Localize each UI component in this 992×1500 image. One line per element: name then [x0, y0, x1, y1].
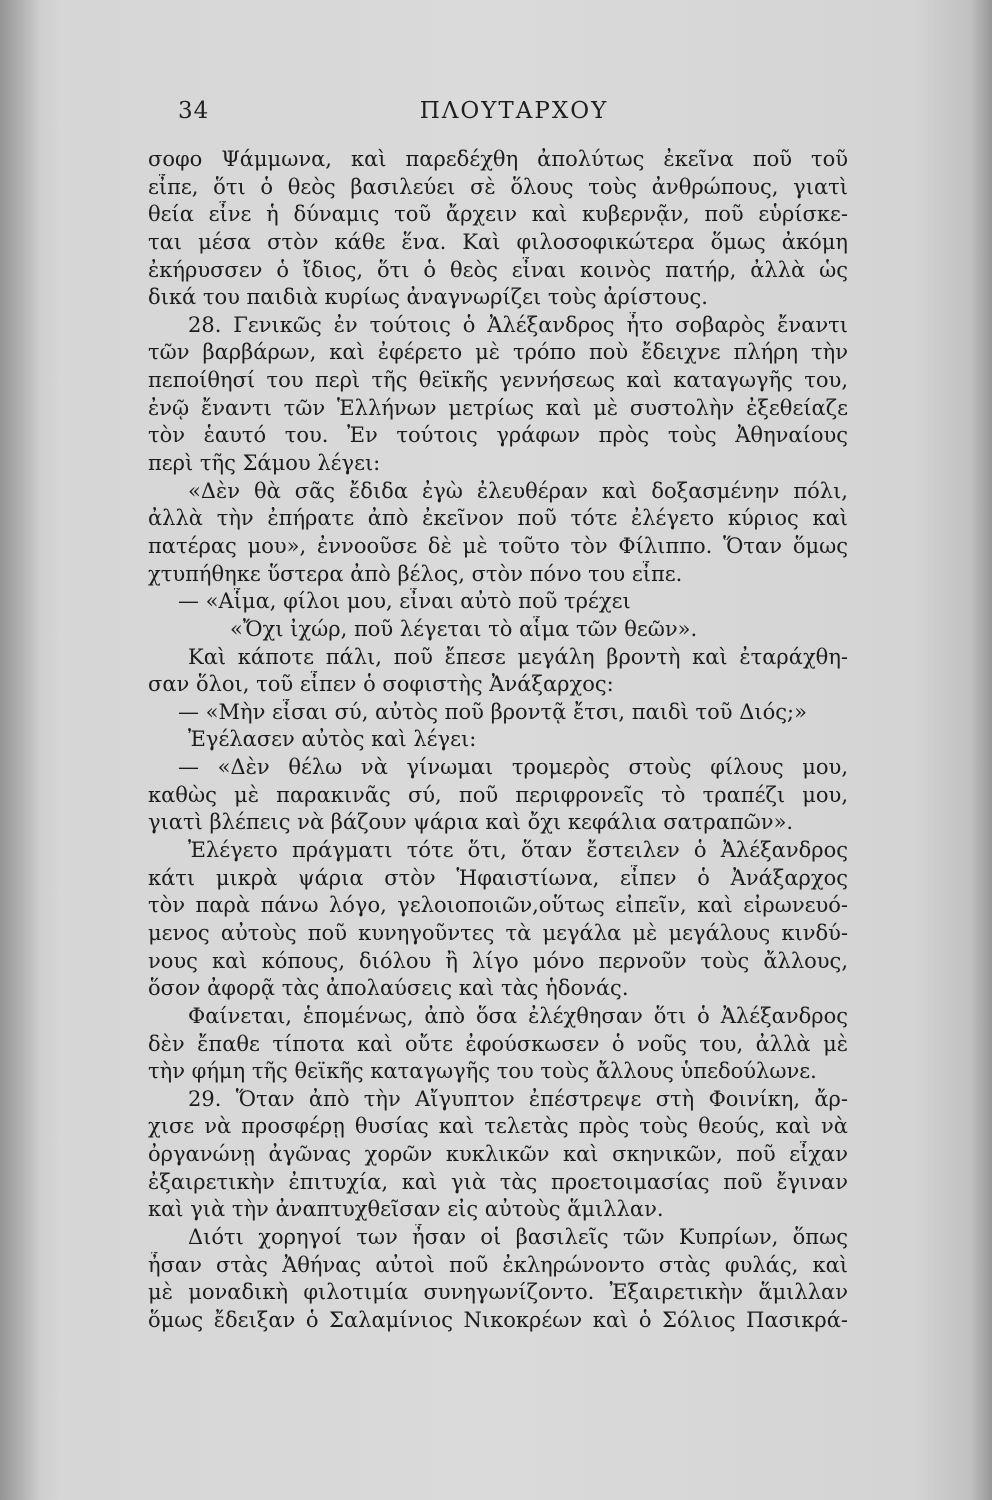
text-line: 28. Γενικῶς ἐν τούτοις ὁ Ἀλέξανδρος ἦτο σοβαρὸς ἔναντι: [188, 312, 848, 337]
text-line: ἦσαν στὰς Ἀθήνας αὐτοὶ ποῦ ἐκληρώνοντο στὰς φυλάς, καὶ: [148, 1252, 848, 1277]
text-line: — «Δὲν θέλω νὰ γίνωμαι τρομερὸς στοὺς φίλους μου,: [178, 755, 848, 780]
text-line: τὴν φήμη τῆς θεϊκῆς καταγωγῆς του τοὺς ἄλλους ὑπεδούλωνε.: [148, 1059, 817, 1084]
text-line: «Δὲν θὰ σᾶς ἔδιδα ἐγὼ ἐλευθέραν καὶ δοξασμένην πόλι,: [188, 478, 848, 503]
page-number: 34: [178, 98, 210, 124]
text-line: ἀλλὰ τὴν ἐπήρατε ἀπὸ ἐκεῖνον ποῦ τότε ἐλέγετο κύριος καὶ: [148, 506, 848, 531]
text-line: 29. Ὅταν ἀπὸ τὴν Αἴγυπτον ἐπέστρεψε στὴ Φοινίκη, ἄρ-: [188, 1086, 848, 1111]
body-text: [148, 146, 848, 1335]
text-line: τὸν ἑαυτό του. Ἐν τούτοις γράφων πρὸς τοὺς Ἀθηναίους: [148, 423, 848, 448]
text-line: δὲν ἔπαθε τίποτα καὶ οὔτε ἐφούσκωσεν ὁ νοῦς του, ἀλλὰ μὲ: [148, 1031, 848, 1056]
text-line: πεποίθησί του περὶ τῆς θεϊκῆς γεννήσεως καὶ καταγωγῆς του,: [148, 368, 848, 393]
text-line: σοφο Ψάμμωνα, καὶ παρεδέχθη ἀπολύτως ἐκεῖνα ποῦ τοῦ: [148, 147, 848, 171]
text-line: τῶν βαρβάρων, καὶ ἐφέρετο μὲ τρόπο ποὺ ἔδειχνε πλήρη τὴν: [148, 340, 848, 365]
text-line: εἶπε, ὅτι ὁ θεὸς βασιλεύει σὲ ὅλους τοὺς ἀνθρώπους, γιατὶ: [148, 174, 848, 199]
text-line: ὅμως ἔδειξαν ὁ Σαλαμίνιος Νικοκρέων καὶ ὁ Σόλιος Πασικρά-: [148, 1307, 848, 1332]
text-line: Διότι χορηγοί των ἦσαν οἱ βασιλεῖς τῶν Κυπρίων, ὅπως: [188, 1224, 848, 1249]
text-line: ἐκήρυσσεν ὁ ἴδιος, ὅτι ὁ θεὸς εἶναι κοινὸς πατήρ, ἀλλὰ ὡς: [148, 257, 848, 282]
text-line: καὶ γιὰ τὴν ἀναπτυχθεῖσαν εἰς αὐτοὺς ἅμιλλαν.: [148, 1197, 664, 1222]
text-line: ὀργανώνῃ ἀγῶνας χορῶν κυκλικῶν καὶ σκηνικῶν, ποῦ εἶχαν: [148, 1142, 848, 1167]
text-line: — «Αἷμα, φίλοι μου, εἶναι αὐτὸ ποῦ τρέχει: [178, 589, 631, 614]
text-line: Ἐλέγετο πράγματι τότε ὅτι, ὅταν ἔστειλεν ὁ Ἀλέξανδρος: [188, 838, 848, 863]
text-line: σαν ὅλοι, τοῦ εἶπεν ὁ σοφιστὴς Ἀνάξαρχος:: [148, 672, 614, 697]
text-line: νους καὶ κόπους, διόλου ἢ λίγο μόνο περνοῦν τοὺς ἄλλους,: [148, 948, 848, 973]
text-line: χισε νὰ προσφέρῃ θυσίας καὶ τελετὰς πρὸς τοὺς θεούς, καὶ νὰ: [148, 1114, 848, 1139]
text-line: καθὼς μὲ παρακινᾶς σύ, ποῦ περιφρονεῖς τὸ τραπέζι μου,: [148, 782, 848, 807]
page-header: [178, 98, 850, 134]
text-line: ὅσον ἀφορᾷ τὰς ἀπολαύσεις καὶ τὰς ἡδονάς.: [148, 976, 629, 1001]
text-line: θεία εἶνε ἡ δύναμις τοῦ ἄρχειν καὶ κυβερνᾷν, ποῦ εὑρίσκε-: [148, 202, 848, 227]
text-line: μενος αὐτοὺς ποῦ κυνηγοῦντες τὰ μεγάλα μὲ μεγάλους κινδύ-: [148, 920, 848, 945]
text-line: χτυπήθηκε ὕστερα ἀπὸ βέλος, στὸν πόνο του εἶπε.: [148, 561, 683, 586]
text-line: πατέρας μου», ἐννοοῦσε δὲ μὲ τοῦτο τὸν Φίλιππο. Ὅταν ὅμως: [148, 533, 848, 558]
text-line: γιατὶ βλέπεις νὰ βάζουν ψάρια καὶ ὄχι κεφάλια σατραπῶν».: [148, 810, 794, 835]
running-head: ΠΛΟΥΤΑΡΧΟΥ: [419, 98, 609, 124]
text-line: Καὶ κάποτε πάλι, ποῦ ἔπεσε μεγάλη βροντὴ καὶ ἐταράχθη-: [188, 644, 848, 669]
text-line: τὸν παρὰ πάνω λόγο, γελοιοποιῶν,οὕτως εἰπεῖν, καὶ εἰρωνευό-: [148, 893, 848, 918]
text-line: περὶ τῆς Σάμου λέγει:: [148, 451, 381, 476]
text-line: Φαίνεται, ἑπομένως, ἀπὸ ὅσα ἐλέχθησαν ὅτι ὁ Ἀλέξανδρος: [188, 1003, 848, 1028]
text-line: ἐνῷ ἔναντι τῶν Ἑλλήνων μετρίως καὶ μὲ συστολὴν ἐξεθείαζε: [148, 395, 848, 420]
text-line: δικά του παιδιὰ κυρίως ἀναγνωρίζει τοὺς ἀρίστους.: [148, 285, 708, 310]
page-gutter-shadow: [0, 0, 40, 1500]
text-line: μὲ μοναδικὴ φιλοτιμία συνηγωνίζοντο. Ἐξαιρετικὴν ἅμιλλαν: [148, 1280, 848, 1305]
text-line: — «Μὴν εἶσαι σύ, αὐτὸς ποῦ βροντᾷ ἔτσι, παιδὶ τοῦ Διός;»: [178, 699, 807, 724]
text-line: ἐξαιρετικὴν ἐπιτυχία, καὶ γιὰ τὰς προετοιμασίας ποῦ ἔγιναν: [148, 1169, 848, 1194]
text-line: Ἐγέλασεν αὐτὸς καὶ λέγει:: [188, 727, 477, 752]
text-line: ται μέσα στὸν κάθε ἕνα. Καὶ φιλοσοφικώτερα ὅμως ἀκόμη: [148, 229, 848, 254]
text-line: κάτι μικρὰ ψάρια στὸν Ἡφαιστίωνα, εἶπεν ὁ Ἀνάξαρχος: [148, 865, 848, 890]
text-line: «Ὄχι ἰχώρ, ποῦ λέγεται τὸ αἷμα τῶν θεῶν».: [230, 616, 698, 641]
page-edge-shadow: [970, 0, 992, 1500]
